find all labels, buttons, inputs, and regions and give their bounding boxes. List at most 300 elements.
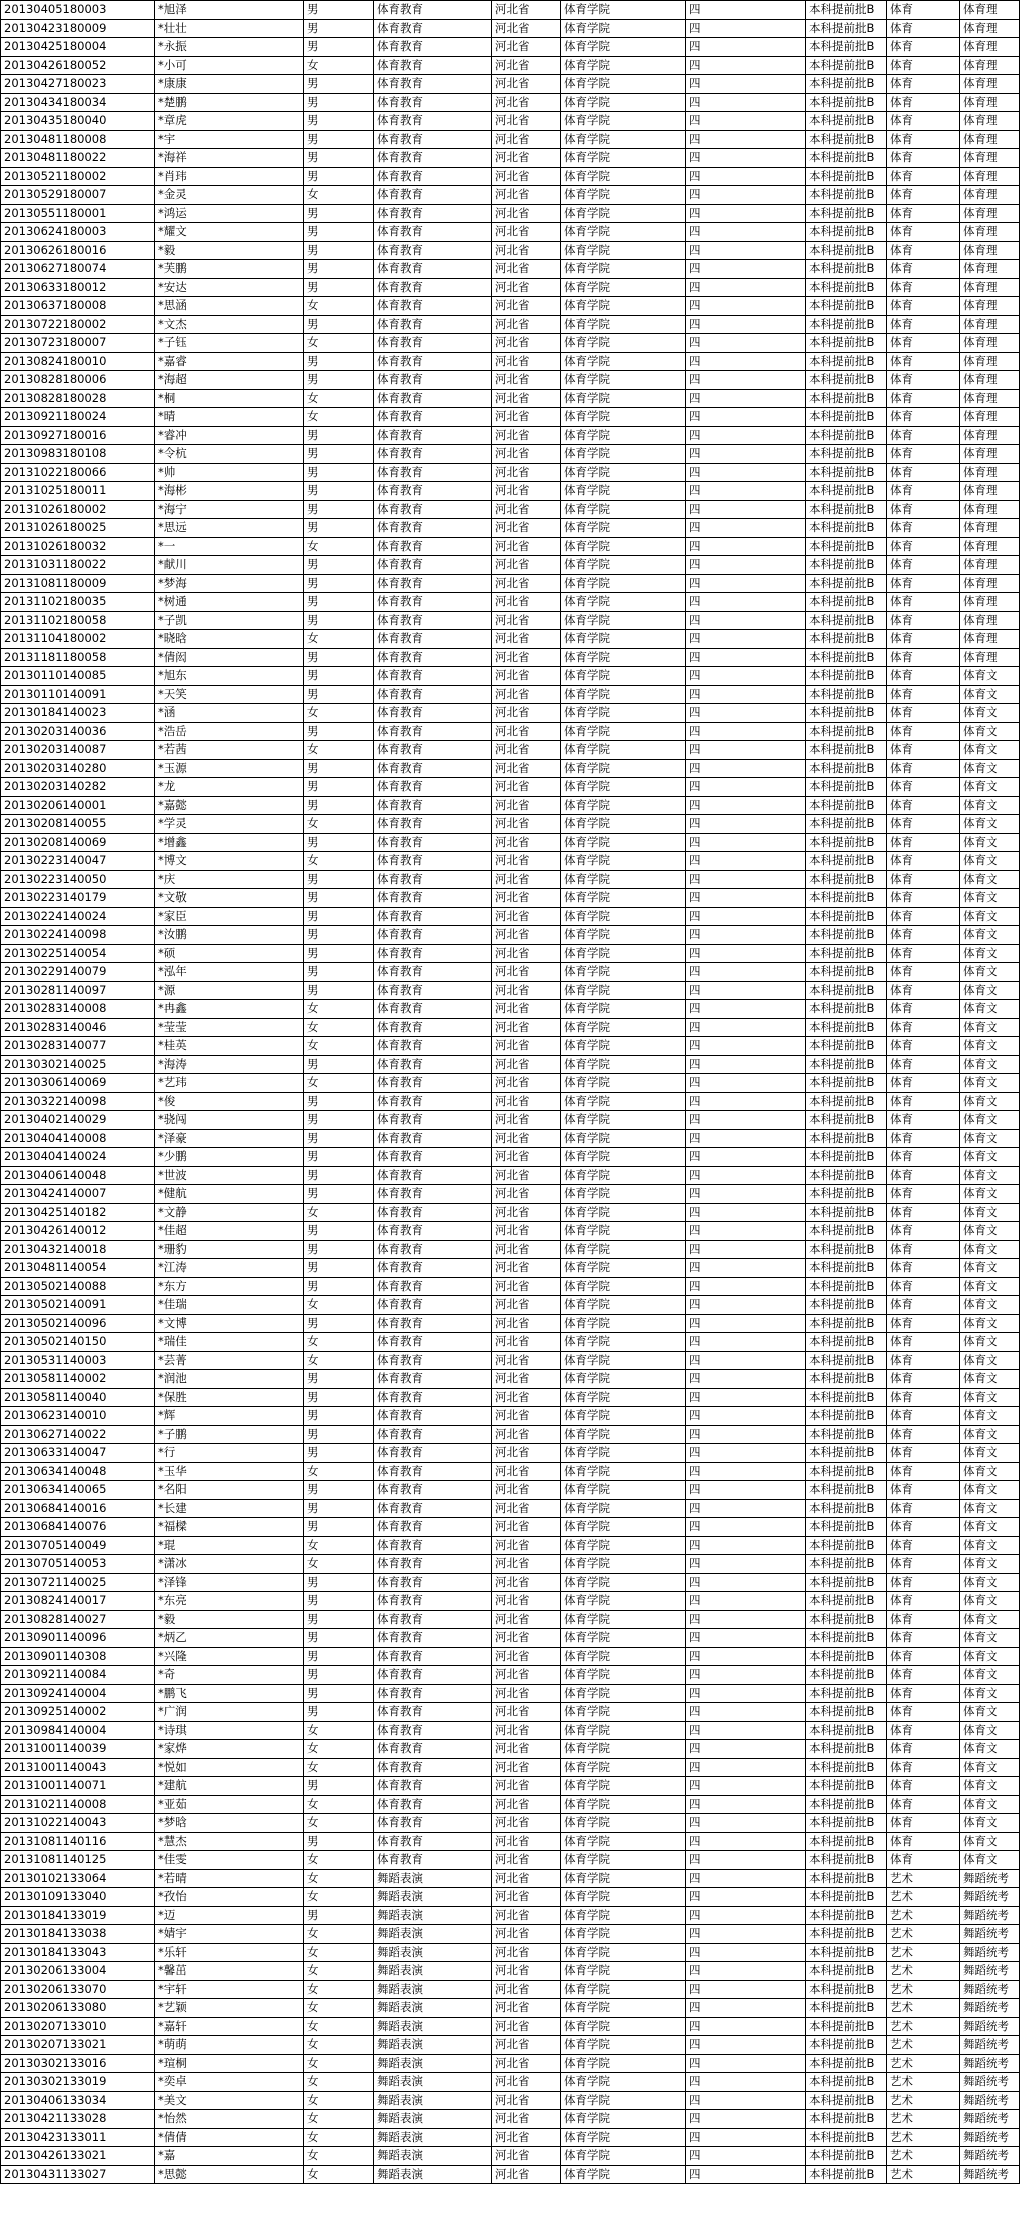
major-cell: 体育教育 [374, 1481, 492, 1500]
subject-cell: 体育文 [960, 852, 1020, 871]
college-cell: 体育学院 [561, 1962, 686, 1981]
subject-cell: 舞蹈统考 [960, 1906, 1020, 1925]
table-row [1, 537, 1020, 556]
subject-cell: 体育文 [960, 1055, 1020, 1074]
batch-cell: 本科提前批B [806, 93, 887, 112]
province-cell: 河北省 [492, 1666, 561, 1685]
college-cell: 体育学院 [561, 1814, 686, 1833]
name-cell: *嘉轩 [155, 2017, 304, 2036]
province-cell: 河北省 [492, 611, 561, 630]
exam-id-cell: 20130502140096 [1, 1314, 155, 1333]
gender-cell: 男 [304, 1, 374, 20]
exam-id-cell: 20130406133034 [1, 2091, 155, 2110]
college-cell: 体育学院 [561, 1222, 686, 1241]
batch-cell: 本科提前批B [806, 1666, 887, 1685]
table-row [1, 889, 1020, 908]
subject-cell: 舞蹈统考 [960, 1943, 1020, 1962]
duration-cell: 四 [686, 1370, 806, 1389]
subject-cell: 体育文 [960, 1185, 1020, 1204]
batch-cell: 本科提前批B [806, 1388, 887, 1407]
subject-cell: 体育文 [960, 1314, 1020, 1333]
table-row [1, 1185, 1020, 1204]
province-cell: 河北省 [492, 1092, 561, 1111]
name-cell: *乐轩 [155, 1943, 304, 1962]
gender-cell: 女 [304, 704, 374, 723]
subject-cell: 体育理 [960, 630, 1020, 649]
college-cell: 体育学院 [561, 778, 686, 797]
duration-cell: 四 [686, 889, 806, 908]
duration-cell: 四 [686, 1092, 806, 1111]
college-cell: 体育学院 [561, 1277, 686, 1296]
duration-cell: 四 [686, 19, 806, 38]
exam-id-cell: 20131022180066 [1, 463, 155, 482]
exam-id-cell: 20130502140091 [1, 1296, 155, 1315]
major-cell: 体育教育 [374, 1462, 492, 1481]
duration-cell: 四 [686, 38, 806, 57]
table-row [1, 1684, 1020, 1703]
table-row [1, 371, 1020, 390]
college-cell: 体育学院 [561, 1851, 686, 1870]
batch-cell: 本科提前批B [806, 1481, 887, 1500]
batch-cell: 本科提前批B [806, 778, 887, 797]
duration-cell: 四 [686, 611, 806, 630]
province-cell: 河北省 [492, 796, 561, 815]
exam-id-cell: 20130481140054 [1, 1259, 155, 1278]
gender-cell: 女 [304, 1462, 374, 1481]
duration-cell: 四 [686, 815, 806, 834]
major-cell: 体育教育 [374, 1573, 492, 1592]
batch-cell: 本科提前批B [806, 1869, 887, 1888]
batch-cell: 本科提前批B [806, 1610, 887, 1629]
name-cell: *建航 [155, 1777, 304, 1796]
gender-cell: 男 [304, 149, 374, 168]
table-row [1, 556, 1020, 575]
province-cell: 河北省 [492, 93, 561, 112]
name-cell: *毅 [155, 241, 304, 260]
batch-cell: 本科提前批B [806, 56, 887, 75]
major-cell: 体育教育 [374, 833, 492, 852]
subject-cell: 体育文 [960, 1333, 1020, 1352]
duration-cell: 四 [686, 1203, 806, 1222]
province-cell: 河北省 [492, 1629, 561, 1648]
major-cell: 体育教育 [374, 500, 492, 519]
batch-cell: 本科提前批B [806, 852, 887, 871]
batch-cell: 本科提前批B [806, 1980, 887, 1999]
duration-cell: 四 [686, 778, 806, 797]
batch-cell: 本科提前批B [806, 482, 887, 501]
name-cell: *芸菁 [155, 1351, 304, 1370]
name-cell: *芙鹏 [155, 260, 304, 279]
gender-cell: 男 [304, 574, 374, 593]
duration-cell: 四 [686, 112, 806, 131]
major-cell: 体育教育 [374, 408, 492, 427]
category-cell: 艺术 [887, 2054, 960, 2073]
table-row [1, 149, 1020, 168]
subject-cell: 体育文 [960, 1740, 1020, 1759]
category-cell: 体育 [887, 1444, 960, 1463]
duration-cell: 四 [686, 2110, 806, 2129]
college-cell: 体育学院 [561, 1499, 686, 1518]
table-row [1, 1999, 1020, 2018]
duration-cell: 四 [686, 1148, 806, 1167]
gender-cell: 男 [304, 1444, 374, 1463]
college-cell: 体育学院 [561, 537, 686, 556]
batch-cell: 本科提前批B [806, 1943, 887, 1962]
duration-cell: 四 [686, 1425, 806, 1444]
category-cell: 体育 [887, 1240, 960, 1259]
table-row [1, 1758, 1020, 1777]
major-cell: 体育教育 [374, 352, 492, 371]
exam-id-cell: 20130427180023 [1, 75, 155, 94]
name-cell: *子钰 [155, 334, 304, 353]
province-cell: 河北省 [492, 1000, 561, 1019]
batch-cell: 本科提前批B [806, 1647, 887, 1666]
college-cell: 体育学院 [561, 1925, 686, 1944]
category-cell: 体育 [887, 741, 960, 760]
duration-cell: 四 [686, 1166, 806, 1185]
college-cell: 体育学院 [561, 1869, 686, 1888]
province-cell: 河北省 [492, 1240, 561, 1259]
exam-id-cell: 20130203140036 [1, 722, 155, 741]
college-cell: 体育学院 [561, 556, 686, 575]
category-cell: 体育 [887, 944, 960, 963]
college-cell: 体育学院 [561, 1148, 686, 1167]
province-cell: 河北省 [492, 685, 561, 704]
category-cell: 体育 [887, 852, 960, 871]
batch-cell: 本科提前批B [806, 1555, 887, 1574]
table-row [1, 112, 1020, 131]
province-cell: 河北省 [492, 1018, 561, 1037]
gender-cell: 男 [304, 1703, 374, 1722]
duration-cell: 四 [686, 1536, 806, 1555]
batch-cell: 本科提前批B [806, 1203, 887, 1222]
exam-id-cell: 20130281140097 [1, 981, 155, 1000]
batch-cell: 本科提前批B [806, 722, 887, 741]
category-cell: 体育 [887, 278, 960, 297]
gender-cell: 男 [304, 93, 374, 112]
gender-cell: 女 [304, 1296, 374, 1315]
name-cell: *玉华 [155, 1462, 304, 1481]
table-row [1, 1111, 1020, 1130]
name-cell: *小可 [155, 56, 304, 75]
category-cell: 体育 [887, 889, 960, 908]
college-cell: 体育学院 [561, 1721, 686, 1740]
major-cell: 舞蹈表演 [374, 2073, 492, 2092]
batch-cell: 本科提前批B [806, 1111, 887, 1130]
duration-cell: 四 [686, 741, 806, 760]
college-cell: 体育学院 [561, 944, 686, 963]
category-cell: 体育 [887, 1610, 960, 1629]
category-cell: 体育 [887, 426, 960, 445]
batch-cell: 本科提前批B [806, 1240, 887, 1259]
subject-cell: 体育文 [960, 1370, 1020, 1389]
table-row [1, 1, 1020, 20]
subject-cell: 体育文 [960, 1388, 1020, 1407]
exam-id-cell: 20130925140002 [1, 1703, 155, 1722]
duration-cell: 四 [686, 1296, 806, 1315]
subject-cell: 体育文 [960, 1018, 1020, 1037]
batch-cell: 本科提前批B [806, 2147, 887, 2166]
table-row [1, 667, 1020, 686]
major-cell: 体育教育 [374, 75, 492, 94]
college-cell: 体育学院 [561, 1055, 686, 1074]
college-cell: 体育学院 [561, 482, 686, 501]
major-cell: 体育教育 [374, 204, 492, 223]
name-cell: *佳瑞 [155, 1296, 304, 1315]
table-row [1, 445, 1020, 464]
duration-cell: 四 [686, 1925, 806, 1944]
table-row [1, 1555, 1020, 1574]
subject-cell: 体育理 [960, 482, 1020, 501]
major-cell: 舞蹈表演 [374, 2036, 492, 2055]
gender-cell: 女 [304, 852, 374, 871]
batch-cell: 本科提前批B [806, 593, 887, 612]
duration-cell: 四 [686, 241, 806, 260]
table-row [1, 519, 1020, 538]
gender-cell: 男 [304, 1481, 374, 1500]
province-cell: 河北省 [492, 2091, 561, 2110]
duration-cell: 四 [686, 648, 806, 667]
name-cell: *少鹏 [155, 1148, 304, 1167]
major-cell: 舞蹈表演 [374, 1962, 492, 1981]
category-cell: 体育 [887, 1333, 960, 1352]
gender-cell: 男 [304, 130, 374, 149]
subject-cell: 体育文 [960, 1610, 1020, 1629]
name-cell: *思懿 [155, 2165, 304, 2184]
province-cell: 河北省 [492, 1, 561, 20]
gender-cell: 男 [304, 1629, 374, 1648]
major-cell: 体育教育 [374, 1832, 492, 1851]
duration-cell: 四 [686, 2054, 806, 2073]
exam-id-cell: 20130529180007 [1, 186, 155, 205]
batch-cell: 本科提前批B [806, 1832, 887, 1851]
college-cell: 体育学院 [561, 2091, 686, 2110]
name-cell: *庆 [155, 870, 304, 889]
table-row [1, 241, 1020, 260]
exam-id-cell: 20130425180004 [1, 38, 155, 57]
subject-cell: 体育文 [960, 815, 1020, 834]
table-row [1, 1370, 1020, 1389]
subject-cell: 体育文 [960, 1166, 1020, 1185]
gender-cell: 男 [304, 426, 374, 445]
duration-cell: 四 [686, 1129, 806, 1148]
province-cell: 河北省 [492, 926, 561, 945]
subject-cell: 体育文 [960, 1074, 1020, 1093]
table-row [1, 75, 1020, 94]
batch-cell: 本科提前批B [806, 1592, 887, 1611]
college-cell: 体育学院 [561, 630, 686, 649]
duration-cell: 四 [686, 1407, 806, 1426]
exam-id-cell: 20130521180002 [1, 167, 155, 186]
subject-cell: 体育文 [960, 1407, 1020, 1426]
major-cell: 体育教育 [374, 1629, 492, 1648]
college-cell: 体育学院 [561, 1314, 686, 1333]
table-row [1, 1444, 1020, 1463]
name-cell: *章虎 [155, 112, 304, 131]
subject-cell: 体育理 [960, 75, 1020, 94]
gender-cell: 男 [304, 1518, 374, 1537]
table-row [1, 815, 1020, 834]
gender-cell: 男 [304, 38, 374, 57]
major-cell: 体育教育 [374, 260, 492, 279]
duration-cell: 四 [686, 1647, 806, 1666]
table-row [1, 1518, 1020, 1537]
gender-cell: 男 [304, 1388, 374, 1407]
gender-cell: 女 [304, 56, 374, 75]
exam-id-cell: 20130203140280 [1, 759, 155, 778]
table-row [1, 907, 1020, 926]
college-cell: 体育学院 [561, 445, 686, 464]
college-cell: 体育学院 [561, 1777, 686, 1796]
college-cell: 体育学院 [561, 186, 686, 205]
table-row [1, 204, 1020, 223]
name-cell: *辉 [155, 1407, 304, 1426]
college-cell: 体育学院 [561, 112, 686, 131]
college-cell: 体育学院 [561, 278, 686, 297]
exam-id-cell: 20130435180040 [1, 112, 155, 131]
major-cell: 体育教育 [374, 1222, 492, 1241]
duration-cell: 四 [686, 1518, 806, 1537]
gender-cell: 男 [304, 889, 374, 908]
duration-cell: 四 [686, 981, 806, 1000]
duration-cell: 四 [686, 1943, 806, 1962]
college-cell: 体育学院 [561, 408, 686, 427]
exam-id-cell: 20131104180002 [1, 630, 155, 649]
college-cell: 体育学院 [561, 371, 686, 390]
table-row [1, 1592, 1020, 1611]
category-cell: 艺术 [887, 2073, 960, 2092]
subject-cell: 体育理 [960, 593, 1020, 612]
subject-cell: 体育文 [960, 1000, 1020, 1019]
batch-cell: 本科提前批B [806, 963, 887, 982]
major-cell: 舞蹈表演 [374, 2110, 492, 2129]
major-cell: 体育教育 [374, 167, 492, 186]
subject-cell: 体育文 [960, 1425, 1020, 1444]
duration-cell: 四 [686, 1314, 806, 1333]
duration-cell: 四 [686, 2073, 806, 2092]
duration-cell: 四 [686, 1573, 806, 1592]
exam-id-cell: 20130426140012 [1, 1222, 155, 1241]
batch-cell: 本科提前批B [806, 1999, 887, 2018]
major-cell: 体育教育 [374, 130, 492, 149]
major-cell: 体育教育 [374, 1203, 492, 1222]
subject-cell: 体育文 [960, 1203, 1020, 1222]
gender-cell: 男 [304, 648, 374, 667]
category-cell: 艺术 [887, 2017, 960, 2036]
gender-cell: 男 [304, 1129, 374, 1148]
table-row [1, 408, 1020, 427]
batch-cell: 本科提前批B [806, 519, 887, 538]
name-cell: *慧杰 [155, 1832, 304, 1851]
batch-cell: 本科提前批B [806, 75, 887, 94]
subject-cell: 体育文 [960, 833, 1020, 852]
subject-cell: 体育文 [960, 1721, 1020, 1740]
province-cell: 河北省 [492, 315, 561, 334]
subject-cell: 体育文 [960, 1795, 1020, 1814]
duration-cell: 四 [686, 2165, 806, 2184]
duration-cell: 四 [686, 149, 806, 168]
exam-id-cell: 20130421133028 [1, 2110, 155, 2129]
name-cell: *瑄桐 [155, 2054, 304, 2073]
exam-id-cell: 20130404140024 [1, 1148, 155, 1167]
batch-cell: 本科提前批B [806, 260, 887, 279]
duration-cell: 四 [686, 1740, 806, 1759]
exam-id-cell: 20130404140008 [1, 1129, 155, 1148]
duration-cell: 四 [686, 630, 806, 649]
exam-id-cell: 20130921180024 [1, 408, 155, 427]
category-cell: 体育 [887, 1425, 960, 1444]
major-cell: 体育教育 [374, 778, 492, 797]
province-cell: 河北省 [492, 1055, 561, 1074]
duration-cell: 四 [686, 482, 806, 501]
table-row [1, 223, 1020, 242]
table-row [1, 981, 1020, 1000]
duration-cell: 四 [686, 1592, 806, 1611]
subject-cell: 体育文 [960, 1832, 1020, 1851]
major-cell: 体育教育 [374, 1129, 492, 1148]
province-cell: 河北省 [492, 981, 561, 1000]
exam-id-cell: 20130203140087 [1, 741, 155, 760]
duration-cell: 四 [686, 1351, 806, 1370]
college-cell: 体育学院 [561, 149, 686, 168]
college-cell: 体育学院 [561, 963, 686, 982]
name-cell: *行 [155, 1444, 304, 1463]
category-cell: 体育 [887, 593, 960, 612]
province-cell: 河北省 [492, 1943, 561, 1962]
name-cell: *龙 [155, 778, 304, 797]
college-cell: 体育学院 [561, 1758, 686, 1777]
batch-cell: 本科提前批B [806, 556, 887, 575]
table-row [1, 1240, 1020, 1259]
name-cell: *奇 [155, 1666, 304, 1685]
table-row [1, 1925, 1020, 1944]
province-cell: 河北省 [492, 408, 561, 427]
gender-cell: 男 [304, 1185, 374, 1204]
province-cell: 河北省 [492, 19, 561, 38]
table-row [1, 1980, 1020, 1999]
exam-id-cell: 20131081140125 [1, 1851, 155, 1870]
batch-cell: 本科提前批B [806, 1074, 887, 1093]
name-cell: *帅 [155, 463, 304, 482]
major-cell: 体育教育 [374, 297, 492, 316]
province-cell: 河北省 [492, 297, 561, 316]
batch-cell: 本科提前批B [806, 352, 887, 371]
exam-id-cell: 20131026180032 [1, 537, 155, 556]
batch-cell: 本科提前批B [806, 1425, 887, 1444]
name-cell: *文博 [155, 1314, 304, 1333]
batch-cell: 本科提前批B [806, 112, 887, 131]
name-cell: *梦晗 [155, 1814, 304, 1833]
college-cell: 体育学院 [561, 667, 686, 686]
exam-id-cell: 20130624180003 [1, 223, 155, 242]
major-cell: 体育教育 [374, 537, 492, 556]
subject-cell: 体育理 [960, 204, 1020, 223]
exam-id-cell: 20131025180011 [1, 482, 155, 501]
college-cell: 体育学院 [561, 870, 686, 889]
province-cell: 河北省 [492, 630, 561, 649]
category-cell: 体育 [887, 186, 960, 205]
major-cell: 体育教育 [374, 315, 492, 334]
province-cell: 河北省 [492, 963, 561, 982]
name-cell: *肖玮 [155, 167, 304, 186]
name-cell: *源 [155, 981, 304, 1000]
college-cell: 体育学院 [561, 2036, 686, 2055]
major-cell: 体育教育 [374, 1240, 492, 1259]
subject-cell: 体育文 [960, 1647, 1020, 1666]
exam-id-cell: 20130431133027 [1, 2165, 155, 2184]
major-cell: 体育教育 [374, 1647, 492, 1666]
college-cell: 体育学院 [561, 519, 686, 538]
